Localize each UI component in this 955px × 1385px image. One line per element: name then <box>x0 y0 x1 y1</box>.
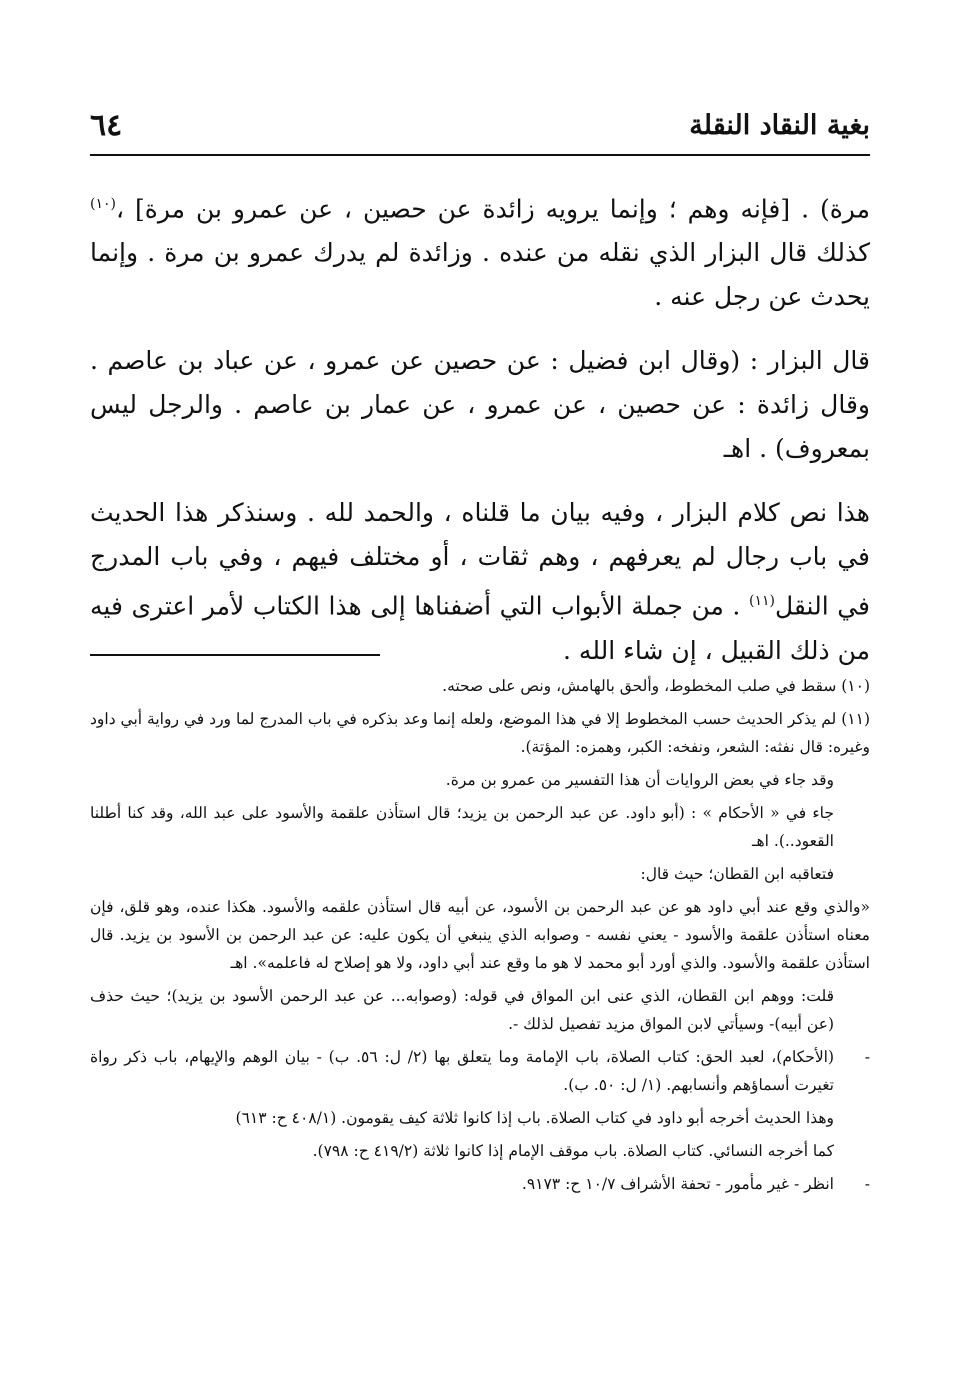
footnote-11-note-g: وهذا الحديث أخرجه أبو داود في كتاب الصلاة. باب إذا كانوا ثلاثة كيف يقومون. (٤٠٨/١ ح: ٦١٣) <box>235 1109 834 1127</box>
paragraph-3-text: هذا نص كلام البزار ، وفيه بيان ما قلناه ، والحمد لله . وسنذكر هذا الحديث في باب رجال لم يعرفهم ، وهم ثقات ، أو مختلف فيهم ، وفي باب المدرج في النقل <box>90 498 871 621</box>
footnote-11-bullet-ahkam-text: (الأحكام)، لعبد الحق: كتاب الصلاة، باب الإمامة وما يتعلق بها (٢/ ل: ٥٦. ب) - بيان الوهم والإيهام، باب ذكر رواة تغيرت أسماؤهم وأنسابهم. (١/ ل: ٥٠. ب). <box>90 1048 835 1094</box>
footnote-11-note-b: جاء في « الأحكام » : (أبو داود. عن عبد الرحمن بن يزيد؛ قال استأذن علقمة والأسود على عبد الله، وقد كنا أطلنا القعود..). اهـ <box>90 804 834 850</box>
page-header <box>90 100 870 156</box>
paragraph-1 <box>90 182 870 319</box>
page-number: ٦٤ <box>90 108 123 143</box>
footnote-11-bullet-ahkam <box>90 1043 870 1099</box>
bullet-dash: - <box>864 1175 870 1193</box>
paragraph-3 <box>90 491 870 672</box>
main-text <box>90 182 870 693</box>
header-rule <box>90 154 870 156</box>
footnote-11-quote: «والذي وقع عند أبي داود هو عن عبد الرحمن بن الأسود، عن أبيه قال استأذن علقمه والأسود. هكذا عنده، وهو قلق، فإن معناه استأذن علقمة والأسود - يعني نفسه - وصوابه الذي ينبغي أن يكون عليه: عن عبد الرحمن بن الأسود بن يزيد. قال استأذن علقمة والأسود. والذي أورد أبو محمد لا هو ما وقع عند أبي داود، ولا هو إصلاح له فاعلمه». اهـ <box>90 898 870 972</box>
footnote-11-note-c: فتعاقبه ابن القطان؛ حيث قال: <box>640 865 834 883</box>
footnotes <box>90 672 870 1203</box>
paragraph-2: قال البزار : (وقال ابن فضيل : عن حصين عن عمرو ، عن عباد بن عاصم . وقال زائدة : عن حصين ، عن عمرو ، عن عمار بن عاصم . والرجل ليس بمعروف) . اهـ <box>90 346 870 464</box>
footnote-11-bullet-tuhfa <box>90 1170 870 1198</box>
paragraph-1-continued: كذلك قال البزار الذي نقله من عنده . وزائدة لم يدرك عمرو بن مرة . وإنما يحدث عن رجل عنه . <box>90 238 870 312</box>
footnote-separator <box>90 654 380 656</box>
footnote-11: (١١) لم يذكر الحديث حسب المخطوط إلا في هذا الموضع، ولعله إنما وعد بذكره في باب المدرج لما ورد في رواية أبي داود وغيره: قال نفثه: الشعر، ونفخه: الكبر، وهمزه: المؤتة). <box>90 710 870 756</box>
paragraph-1-text: مرة) . [فإنه وهم ؛ وإنما يرويه زائدة عن حصين ، عن عمرو بن مرة] ، <box>115 194 870 224</box>
paragraph-3-continued: . من جملة الأبواب التي أضفناها إلى هذا الكتاب لأمر اعترى فيه من ذلك القبيل ، إن شاء الله . <box>90 591 870 665</box>
footnote-11-bullet-tuhfa-text: انظر - غير مأمور - تحفة الأشراف ١٠/٧ ح: ٩١٧٣. <box>521 1175 834 1193</box>
footnote-ref-10: (١٠) <box>90 196 116 212</box>
footnote-11-note-e: قلت: ووهم ابن القطان، الذي عنى ابن المواق في قوله: (وصوابه... عن عبد الرحمن الأسود بن يزيد)؛ حيث حذف (عن أبيه)- وسيأتي لابن المواق مزيد تفصيل لذلك -. <box>90 987 834 1033</box>
footnote-ref-11: (١١) <box>748 593 775 610</box>
running-title: بغية النقاد النقلة <box>689 110 870 141</box>
footnote-11-note-a: وقد جاء في بعض الروايات أن هذا التفسير من عمرو بن مرة. <box>445 771 834 789</box>
footnote-11-note-h: كما أخرجه النسائي. كتاب الصلاة. باب موقف الإمام إذا كانوا ثلاثة (٤١٩/٢ ح: ٧٩٨). <box>312 1142 834 1160</box>
bullet-dash: - <box>864 1048 870 1066</box>
footnote-10: (١٠) سقط في صلب المخطوط، وألحق بالهامش، ونص على صحته. <box>442 677 870 695</box>
